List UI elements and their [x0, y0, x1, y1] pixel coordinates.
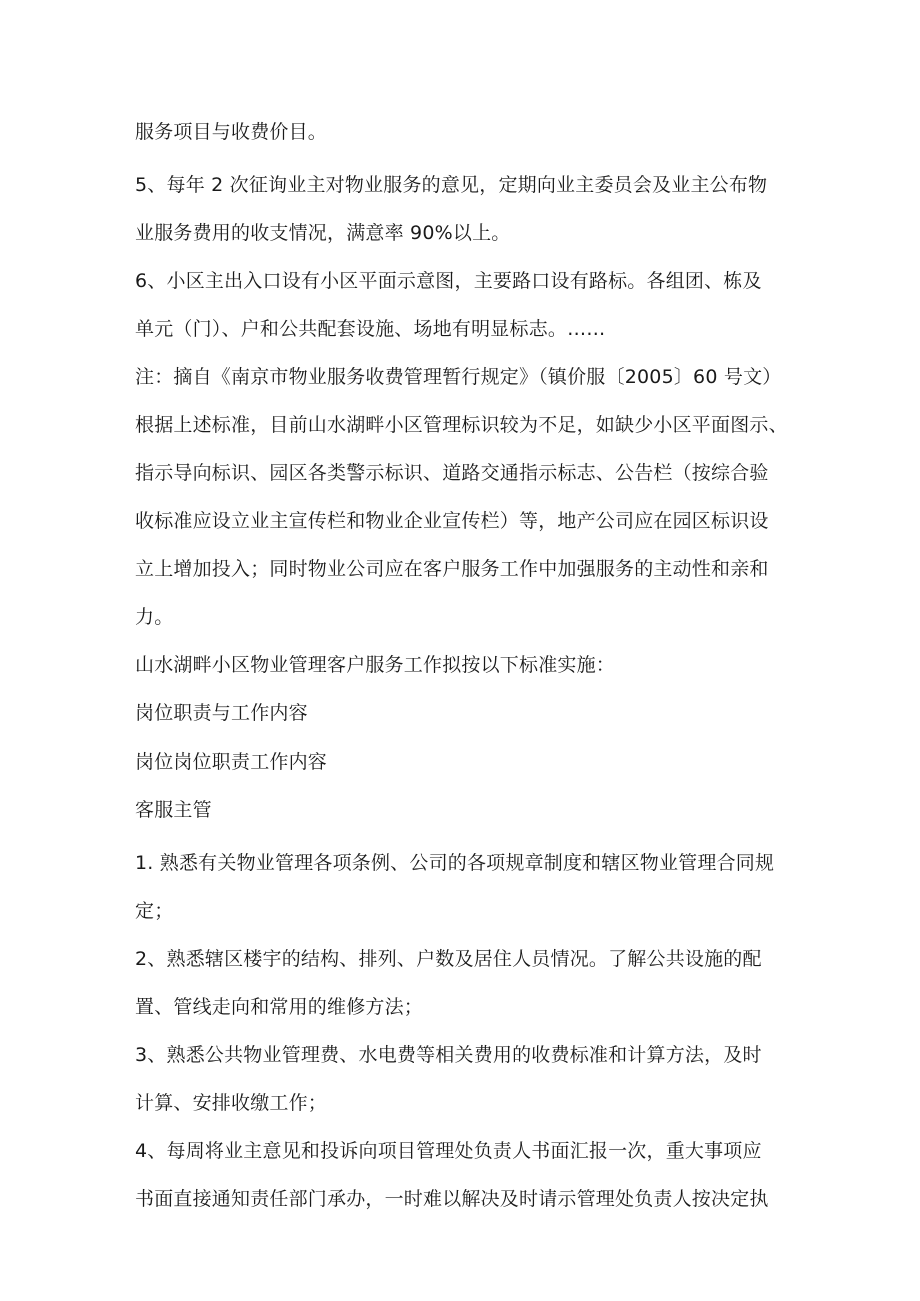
- text-line: 指示导向标识、园区各类警示标识、道路交通指示标志、公告栏（按综合验: [135, 462, 769, 484]
- text-line: 6、小区主出入口设有小区平面示意图，主要路口设有路标。各组团、栋及: [135, 270, 762, 292]
- section-heading: 岗位职责与工作内容: [135, 702, 308, 724]
- table-header: 岗位岗位职责工作内容: [135, 751, 328, 773]
- duty-item: 3、熟悉公共物业管理费、水电费等相关费用的收费标准和计算方法，及时: [135, 1044, 762, 1066]
- duty-item: 1. 熟悉有关物业管理各项条例、公司的各项规章制度和辖区物业管理合同规: [135, 852, 775, 874]
- text-line: 5、每年 2 次征询业主对物业服务的意见，定期向业主委员会及业主公布物: [135, 174, 768, 196]
- text-line: 置、管线走向和常用的维修方法；: [135, 996, 424, 1018]
- text-line: 立上增加投入；同时物业公司应在客户服务工作中加强服务的主动性和亲和: [135, 558, 769, 580]
- text-line: 根据上述标准，目前山水湖畔小区管理标识较为不足，如缺少小区平面图示、: [135, 414, 788, 436]
- text-line: 定；: [135, 900, 174, 922]
- text-line: 山水湖畔小区物业管理客户服务工作拟按以下标准实施：: [135, 654, 616, 676]
- text-line: 业服务费用的收支情况，满意率 90%以上。: [135, 222, 511, 244]
- duty-item: 4、每周将业主意见和投诉向项目管理处负责人书面汇报一次，重大事项应: [135, 1140, 762, 1162]
- text-line: 书面直接通知责任部门承办，一时难以解决及时请示管理处负责人按决定执: [135, 1188, 769, 1210]
- duty-item: 2、熟悉辖区楼宇的结构、排列、户数及居住人员情况。了解公共设施的配: [135, 948, 762, 970]
- text-line: 单元（门）、户和公共配套设施、场地有明显标志。……: [135, 318, 606, 340]
- text-line: 计算、安排收缴工作；: [135, 1092, 328, 1114]
- text-line: 收标准应设立业主宣传栏和物业企业宣传栏）等，地产公司应在园区标识设: [135, 510, 769, 532]
- citation-note: 注：摘自《南京市物业服务收费管理暂行规定》（镇价服〔2005〕60 号文）: [135, 366, 782, 388]
- text-line: 力。: [135, 606, 174, 628]
- position-title: 客服主管: [135, 799, 212, 821]
- text-line: 服务项目与收费价目。: [135, 121, 328, 143]
